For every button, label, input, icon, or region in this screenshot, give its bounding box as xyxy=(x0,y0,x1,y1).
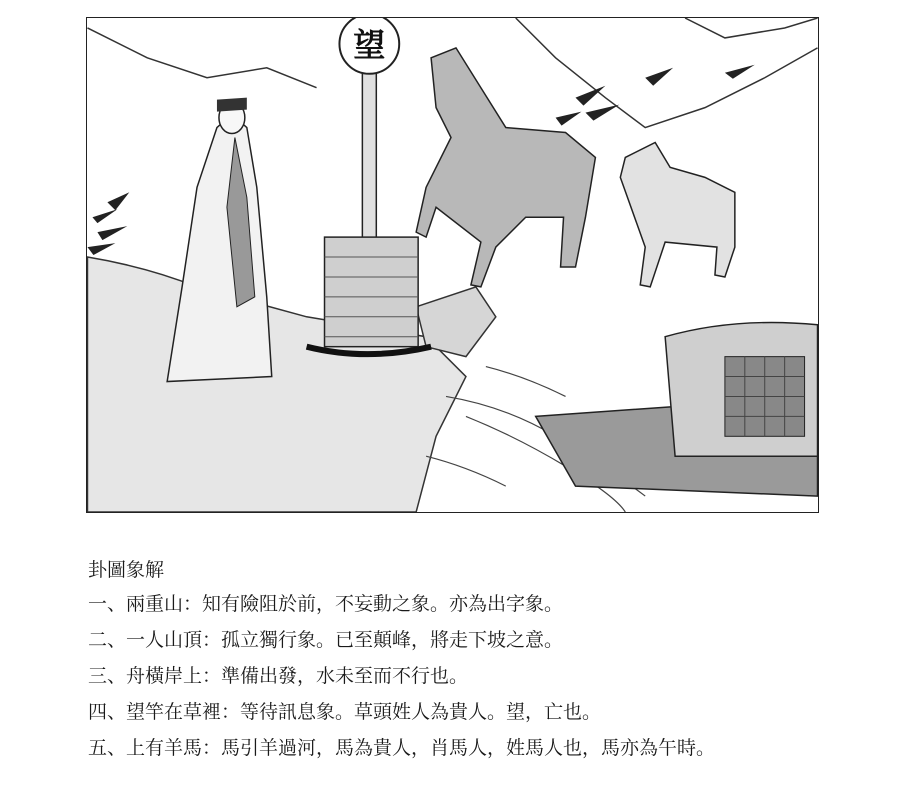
caption-line-5: 五、上有羊馬：馬引羊過河，馬為貴人，肖馬人，姓馬人也，馬亦為午時。 xyxy=(88,737,716,759)
goat xyxy=(620,142,735,286)
caption-heading: 卦圖象解 xyxy=(88,559,165,581)
caption-block xyxy=(88,558,848,772)
standing-scholar xyxy=(167,98,272,382)
caption-line-3: 三、舟橫岸上：準備出發，水未至而不行也。 xyxy=(88,665,469,687)
caption-line-2: 二、一人山頂：孤立獨行象。已至顛峰，將走下坡之意。 xyxy=(88,629,564,651)
moored-boat xyxy=(536,322,818,496)
sign-character: 望 xyxy=(353,25,386,64)
divination-illustration xyxy=(86,17,819,513)
bamboo-left xyxy=(87,192,129,255)
horse xyxy=(416,48,595,287)
caption-line-4: 四、望竿在草裡：等待訊息象。草頭姓人為貴人。望，亡也。 xyxy=(88,701,602,723)
cliff xyxy=(87,257,495,512)
caption-line-1: 一、兩重山：知有險阻於前，不妄動之象。亦為出字象。 xyxy=(88,593,564,615)
bamboo-right xyxy=(556,65,755,126)
wang-sign-pole xyxy=(307,18,431,354)
